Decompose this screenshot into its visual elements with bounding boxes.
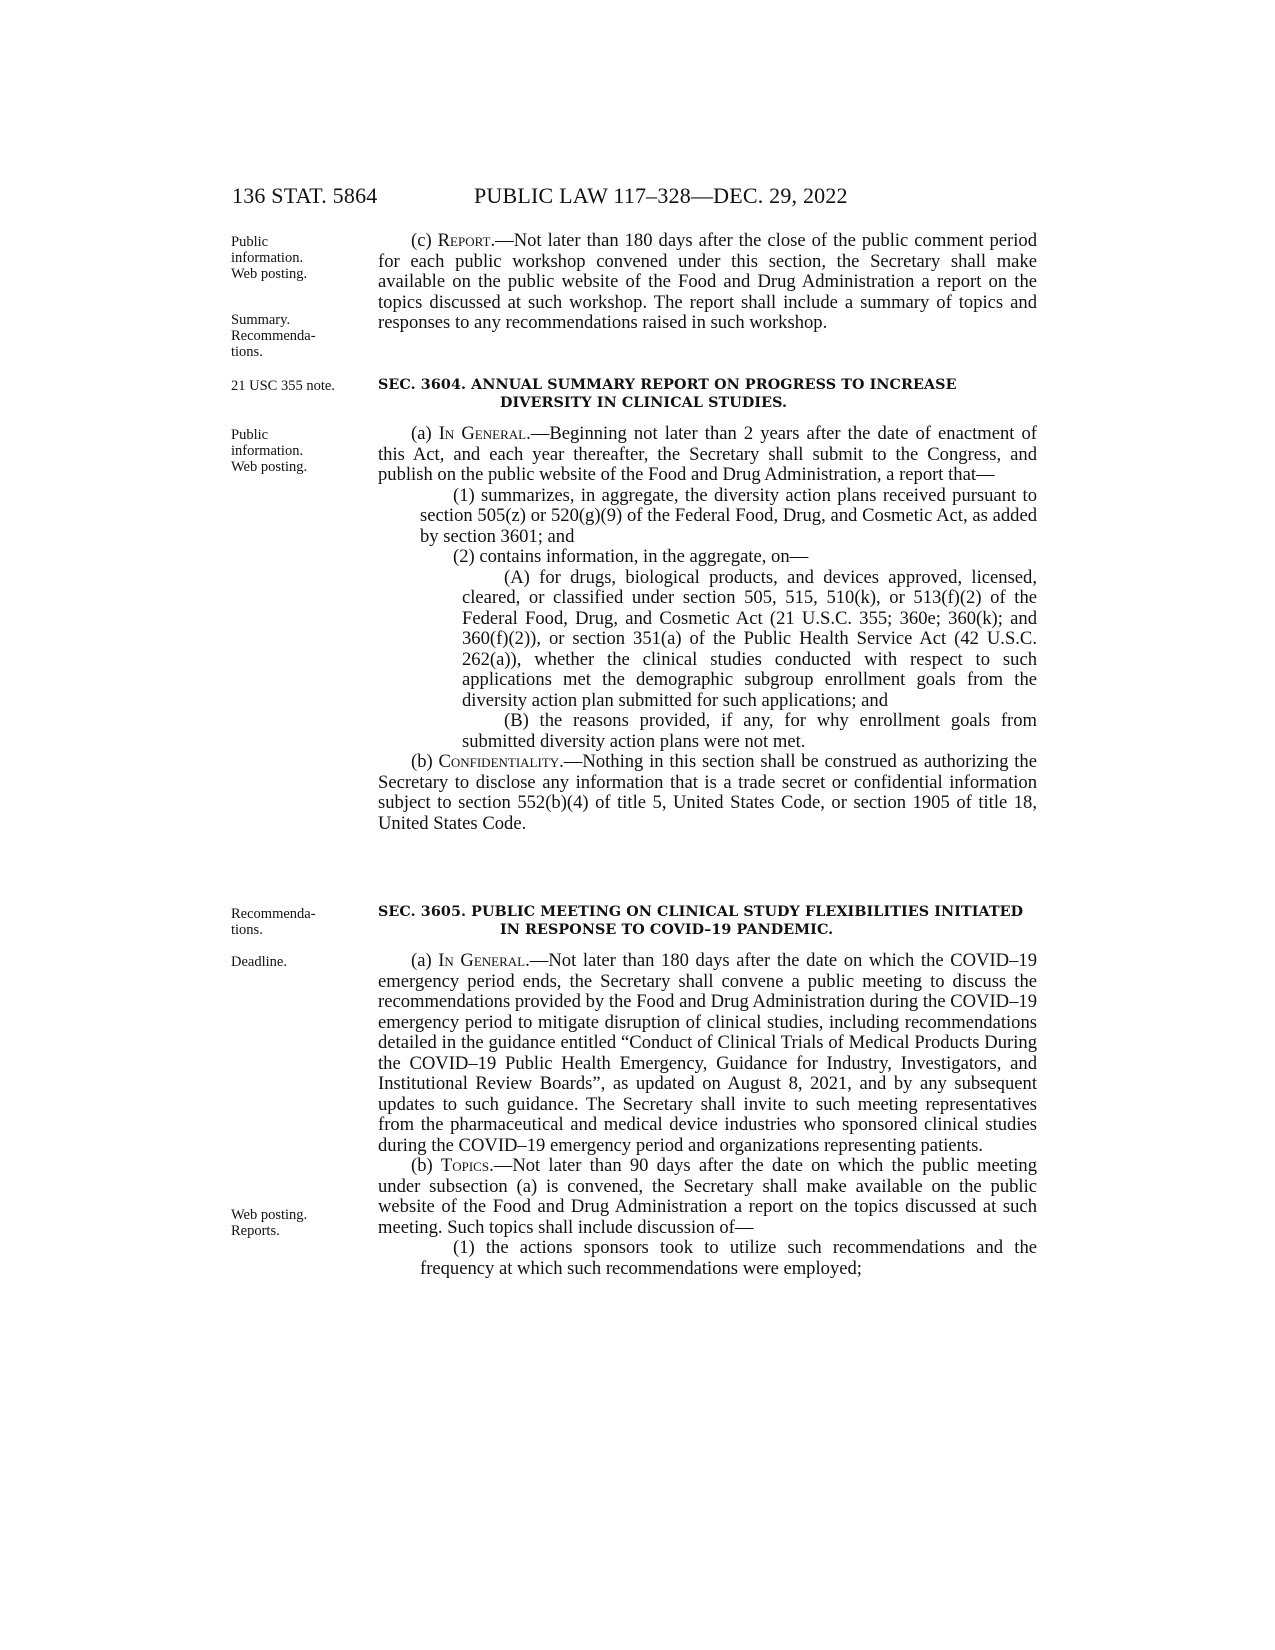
- paragraph: (a) In General.—Not later than 180 days after the date on which the COVID–19 emergency period ends, the Secretary shall convene a public meeting to discuss the recommendations provided by the Food and Drug Administration during the COVID–19 emergency period to mitigate disruption of clinical studies, including recommendations detailed in the guidance entitled “Conduct of Clinical Trials of Medical Products During the COVID–19 Public Health Emergency, Guidance for Industry, Investigators, and Institutional Review Boards”, as updated on August 8, 2021, and by any subsequent updates to such guidance. The Secretary shall invite to such meeting representatives from the pharmaceutical and medical device industries who sponsored clinical studies during the COVID–19 emergency period and organizations representing patients.: [378, 950, 1037, 1156]
- paragraph: (b) Topics.—Not later than 90 days after the date on which the public meeting under subsection (a) is convened, the Secretary shall make available on the public website of the Food and Drug Administration a report on the topics discussed at such meeting. Such topics shall include discussion of—: [378, 1155, 1037, 1238]
- paragraph: (a) In General.—Beginning not later than 2 years after the date of enactment of this Act, and each year thereafter, the Secretary shall submit to the Congress, and publish on the public website of the Food and Drug Administration, a report that—: [378, 423, 1037, 485]
- sec3605-body: [378, 951, 1037, 1279]
- sec3604-heading: [378, 377, 1037, 412]
- section-heading: SEC. 3604. ANNUAL SUMMARY REPORT ON PROGRESS TO INCREASE DIVERSITY IN CLINICAL STUDIES.: [378, 377, 957, 411]
- section-heading: SEC. 3605. PUBLIC MEETING ON CLINICAL STUDY FLEXIBILITIES INITIATED IN RESPONSE TO COVID–19 PANDEMIC.: [378, 904, 1024, 938]
- margin-note-usc-citation: 21 USC 355 note.: [231, 378, 335, 394]
- margin-note-summary: Summary. Recommenda- tions.: [231, 312, 316, 360]
- page-header: [0, 183, 1275, 217]
- paragraph: (B) the reasons provided, if any, for why enrollment goals from submitted diversity action plans were not met.: [462, 710, 1037, 752]
- sec3603-subsection-c: [378, 231, 1037, 334]
- paragraph: (1) the actions sponsors took to utilize such recommendations and the frequency at which such recommendations were employed;: [420, 1237, 1037, 1279]
- paragraph: (c) Report.—Not later than 180 days after the close of the public comment period for each public workshop convened under this section, the Secretary shall make available on the public website of the Food and Drug Administration a report on the topics discussed at such workshop. The report shall include a summary of topics and responses to any recommendations raised in such workshop.: [378, 230, 1037, 333]
- paragraph: (A) for drugs, biological products, and devices approved, licensed, cleared, or classified under section 505, 515, 510(k), or 513(f)(2) of the Federal Food, Drug, and Cosmetic Act (21 U.S.C. 355; 360e; 360(k); and 360(f)(2)), or section 351(a) of the Public Health Service Act (42 U.S.C. 262(a)), whether the clinical studies conducted with respect to such applications met the demographic subgroup enrollment goals from the diversity action plan submitted for such applications; and: [462, 566, 1037, 711]
- margin-note-recommendations: Recommenda- tions.: [231, 906, 316, 938]
- paragraph: (1) summarizes, in aggregate, the diversity action plans received pursuant to section 505(z) or 520(g)(9) of the Federal Food, Drug, and Cosmetic Act, as added by section 3601; and: [420, 484, 1037, 547]
- sec3604-body: [378, 424, 1037, 834]
- margin-note-web-posting: Web posting. Reports.: [231, 1207, 308, 1239]
- margin-note-public-information-2: Public information. Web posting.: [231, 427, 308, 475]
- sec3605-heading: [378, 904, 1037, 939]
- margin-note-public-information: Public information. Web posting.: [231, 234, 308, 282]
- margin-note-deadline: Deadline.: [231, 954, 287, 970]
- public-law-title: PUBLIC LAW 117–328—DEC. 29, 2022: [474, 183, 848, 208]
- paragraph: (2) contains information, in the aggregate, on—: [453, 546, 809, 567]
- stat-page-number: 136 STAT. 5864: [232, 183, 378, 208]
- paragraph: (b) Confidentiality.—Nothing in this section shall be construed as authorizing the Secretary to disclose any information that is a trade secret or confidential information subject to section 552(b)(4) of title 5, United States Code, or section 1905 of title 18, United States Code.: [378, 751, 1037, 834]
